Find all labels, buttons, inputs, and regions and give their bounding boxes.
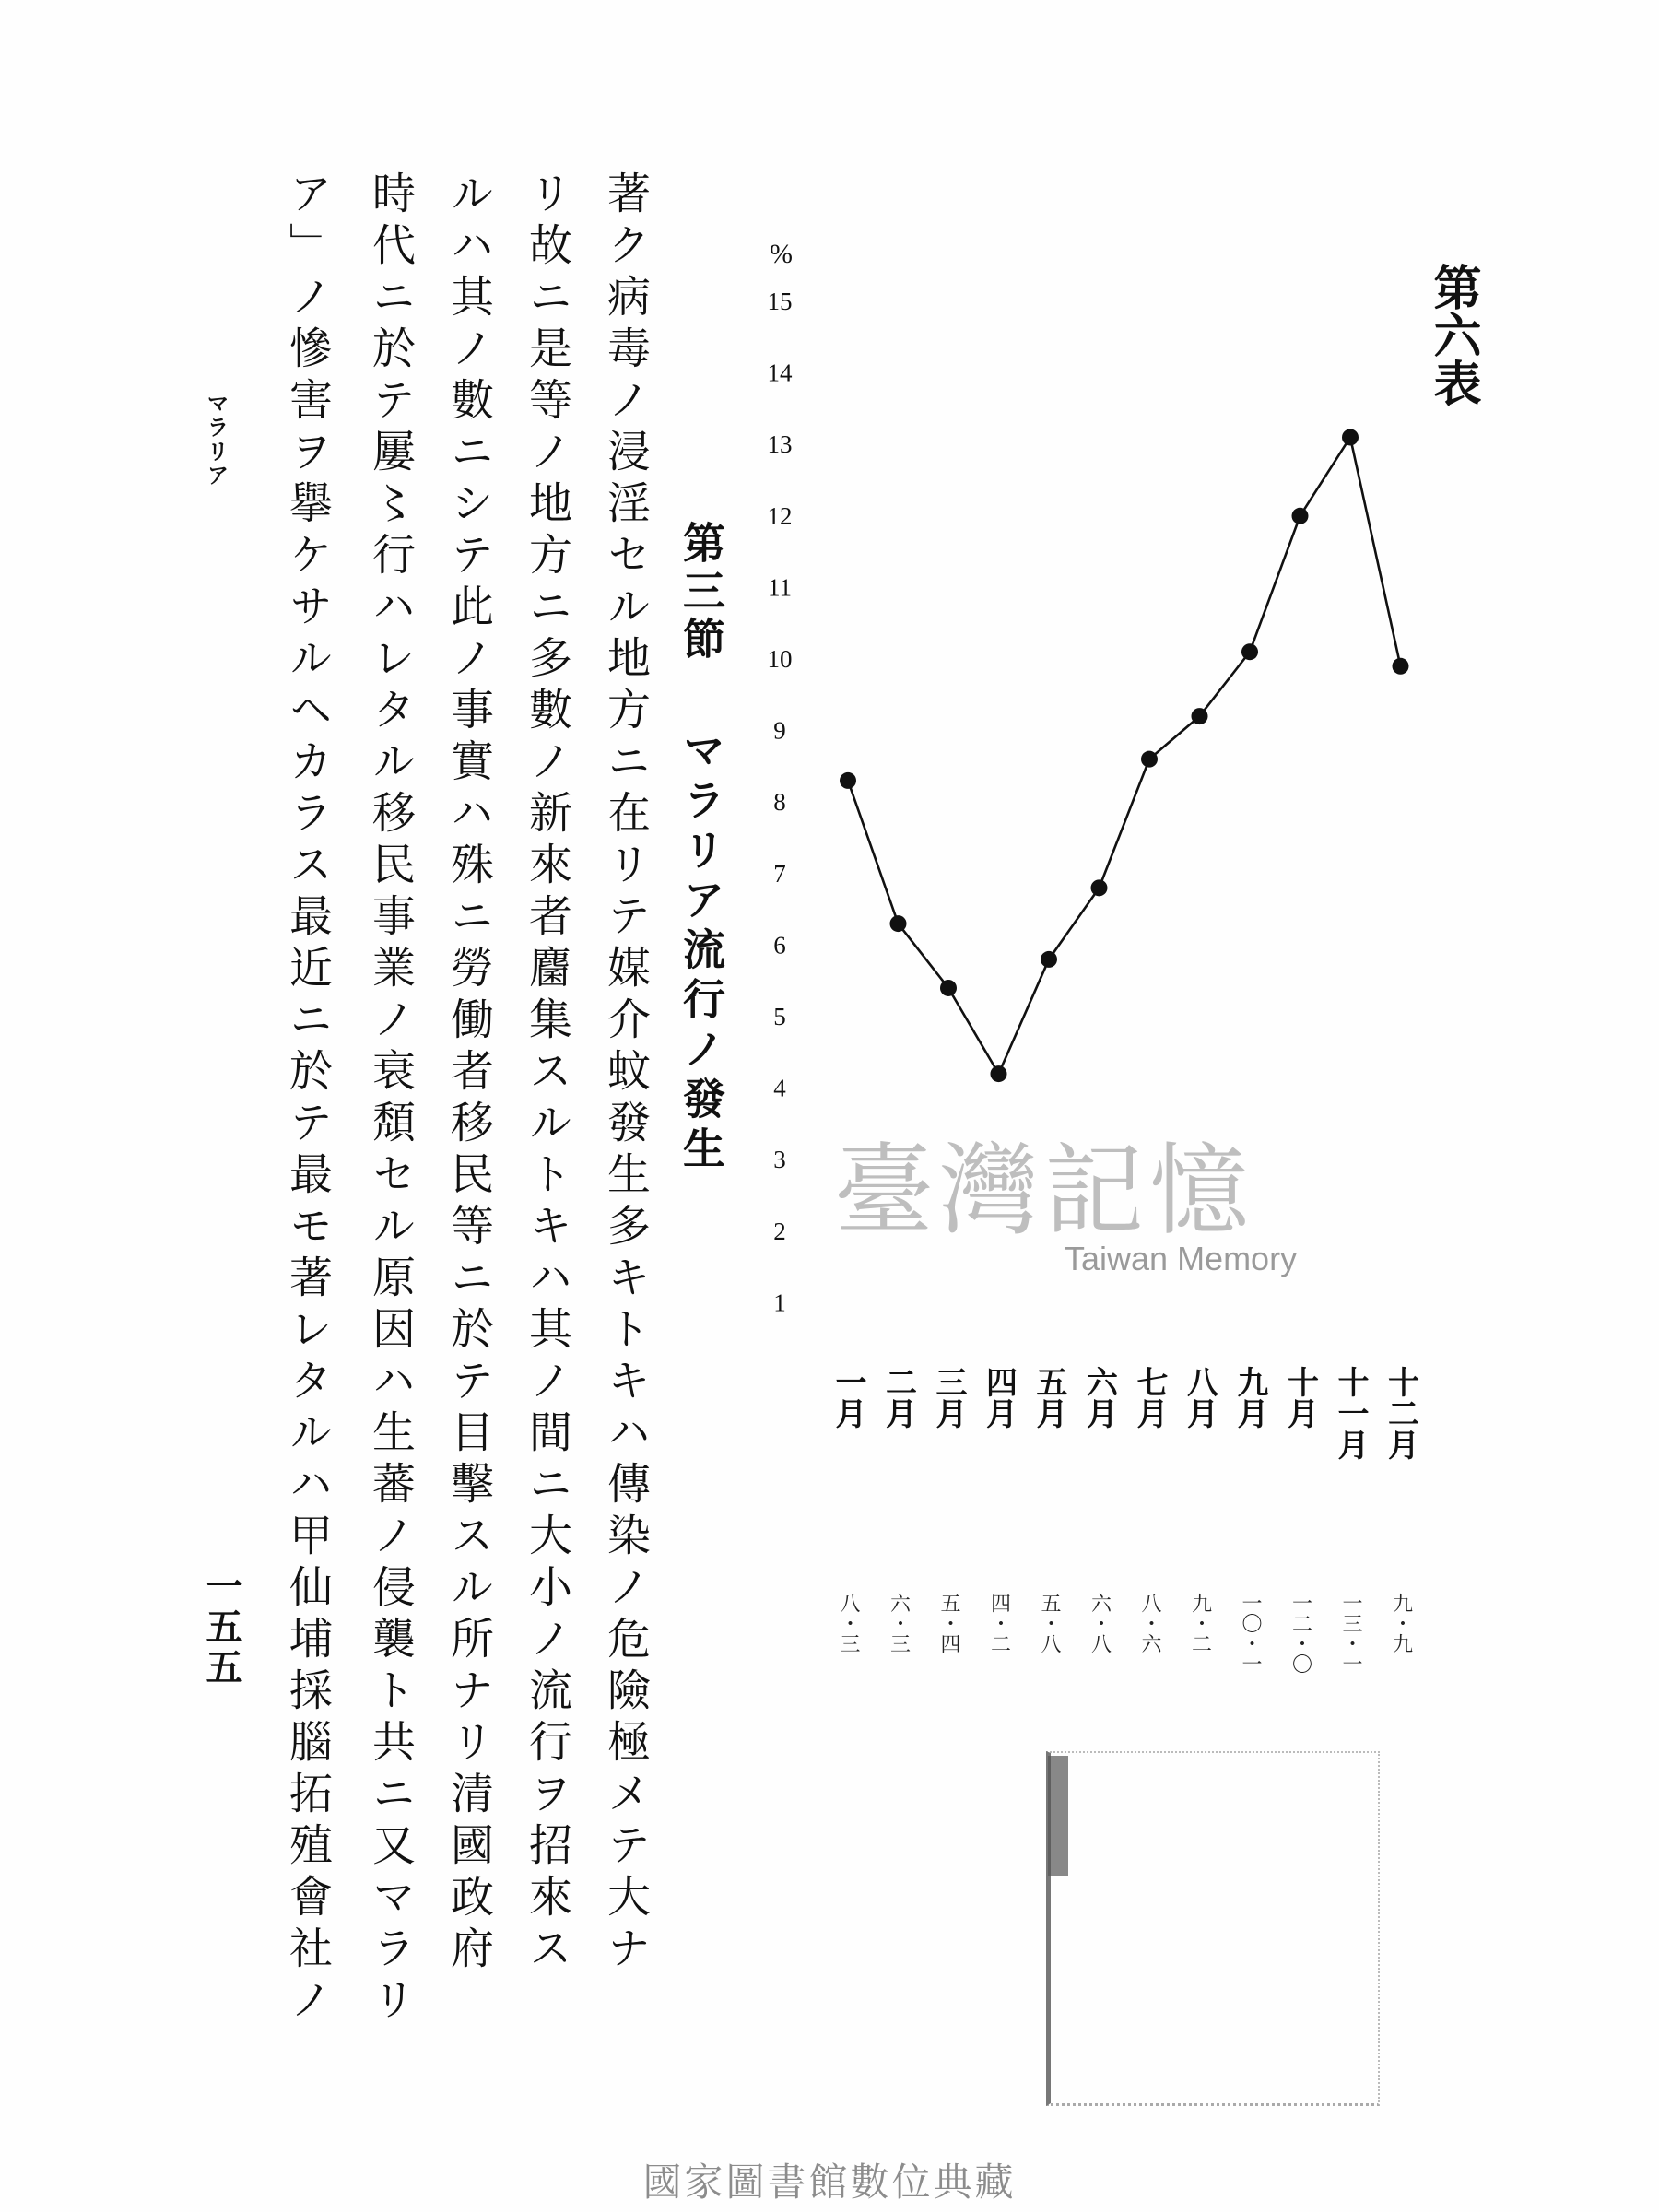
y-tick-label: 9 <box>773 716 786 745</box>
running-head: マラリア <box>203 392 229 488</box>
y-tick-label: 6 <box>773 931 786 959</box>
x-axis-month-label: 四月 <box>980 1366 1018 1429</box>
watermark-logo-text: 臺灣記憶 <box>834 1134 1255 1249</box>
page-number: 一五五 <box>200 1567 243 1688</box>
data-value-label: 一〇・一 <box>1239 1593 1262 1674</box>
data-value-label: 六・八 <box>1088 1593 1112 1653</box>
data-point <box>890 915 907 932</box>
y-tick-label: 14 <box>767 359 793 387</box>
data-point <box>1041 951 1057 968</box>
x-axis-month-label: 十二月 <box>1382 1366 1419 1460</box>
data-value-label: 一二・〇 <box>1288 1593 1312 1674</box>
data-point <box>1192 708 1208 724</box>
data-point <box>1141 751 1158 768</box>
body-text-column-5: ア」ノ慘害ヲ擧ケサルヘカラス最近ニ於テ最モ著レタルハ甲仙埔採腦拓殖會社ノ <box>282 171 333 2029</box>
data-value-label: 一三・一 <box>1339 1593 1362 1674</box>
x-axis-month-label: 三月 <box>930 1366 967 1429</box>
y-tick-label: 1 <box>773 1288 786 1317</box>
x-axis-month-label: 九月 <box>1231 1366 1268 1429</box>
archive-footer: 國家圖書館數位典藏 <box>642 2159 1017 2205</box>
data-value-label: 五・八 <box>1038 1593 1061 1653</box>
body-text-column-4: 時代ニ於テ屢〻行ハレタル移民事業ノ衰頽セル原因ハ生蕃ノ侵襲ト共ニ又マラリ <box>365 171 416 2029</box>
body-text-column-3: ルハ其ノ數ニシテ此ノ事實ハ殊ニ勞働者移民等ニ於テ目擊スル所ナリ清國政府 <box>443 171 494 1977</box>
x-axis-month-label: 十月 <box>1281 1366 1319 1429</box>
table-title: 第六表 <box>1425 263 1481 406</box>
y-tick-label: 15 <box>767 288 793 315</box>
watermark-subtitle: Taiwan Memory <box>1065 1240 1298 1277</box>
data-value-label: 六・三 <box>887 1593 911 1653</box>
y-tick-label: 10 <box>767 645 793 673</box>
x-axis-month-label: 一月 <box>830 1366 866 1429</box>
data-point <box>1091 879 1108 896</box>
body-text-column-1: 著ク病毒ノ浸淫セル地方ニ在リテ媒介蚊發生多キトキハ傳染ノ危險極メテ大ナ <box>600 171 651 1977</box>
data-point <box>1342 429 1359 445</box>
y-tick-label: 13 <box>767 430 793 459</box>
section-heading: 第三節 <box>677 521 726 665</box>
series-markers <box>840 429 1409 1082</box>
data-value-label: 八・六 <box>1138 1593 1161 1653</box>
x-axis-month-label: 十一月 <box>1332 1366 1369 1460</box>
x-axis-month-label: 六月 <box>1080 1366 1118 1429</box>
data-point <box>1241 643 1258 660</box>
series-line <box>848 437 1401 1074</box>
y-tick-label: 5 <box>773 1003 786 1030</box>
y-tick-label: 3 <box>773 1146 786 1174</box>
x-axis-month-label: 五月 <box>1030 1366 1067 1429</box>
data-value-label: 八・三 <box>837 1593 860 1653</box>
x-axis-month-label: 七月 <box>1131 1366 1168 1429</box>
body-text-column-2: リ故ニ是等ノ地方ニ多數ノ新來者麕集スルトキハ其ノ間ニ大小ノ流行ヲ招來ス <box>522 171 572 1977</box>
y-axis-unit-label: % <box>770 239 793 269</box>
y-axis-ticks <box>768 288 794 1316</box>
data-point <box>840 772 856 789</box>
library-stamp-mark <box>1046 1751 1380 2106</box>
y-tick-label: 7 <box>773 859 786 888</box>
data-point <box>991 1065 1007 1082</box>
data-value-label: 九・二 <box>1188 1593 1212 1653</box>
y-tick-label: 8 <box>773 788 786 817</box>
y-tick-label: 12 <box>767 501 793 530</box>
stamp-blot <box>1048 1756 1068 1876</box>
data-point <box>1292 508 1309 524</box>
data-value-label: 五・四 <box>937 1593 960 1653</box>
y-tick-label: 2 <box>773 1217 786 1245</box>
x-axis-month-label: 二月 <box>879 1366 917 1429</box>
data-value-label: 四・二 <box>987 1593 1011 1653</box>
y-tick-label: 4 <box>773 1074 786 1102</box>
y-tick-label: 11 <box>768 573 792 602</box>
data-point <box>1393 658 1409 675</box>
section-title: マラリア流行ノ發生 <box>677 728 726 1176</box>
data-value-label: 九・九 <box>1389 1593 1413 1653</box>
x-axis-month-label: 八月 <box>1181 1366 1218 1429</box>
data-point <box>940 980 957 996</box>
